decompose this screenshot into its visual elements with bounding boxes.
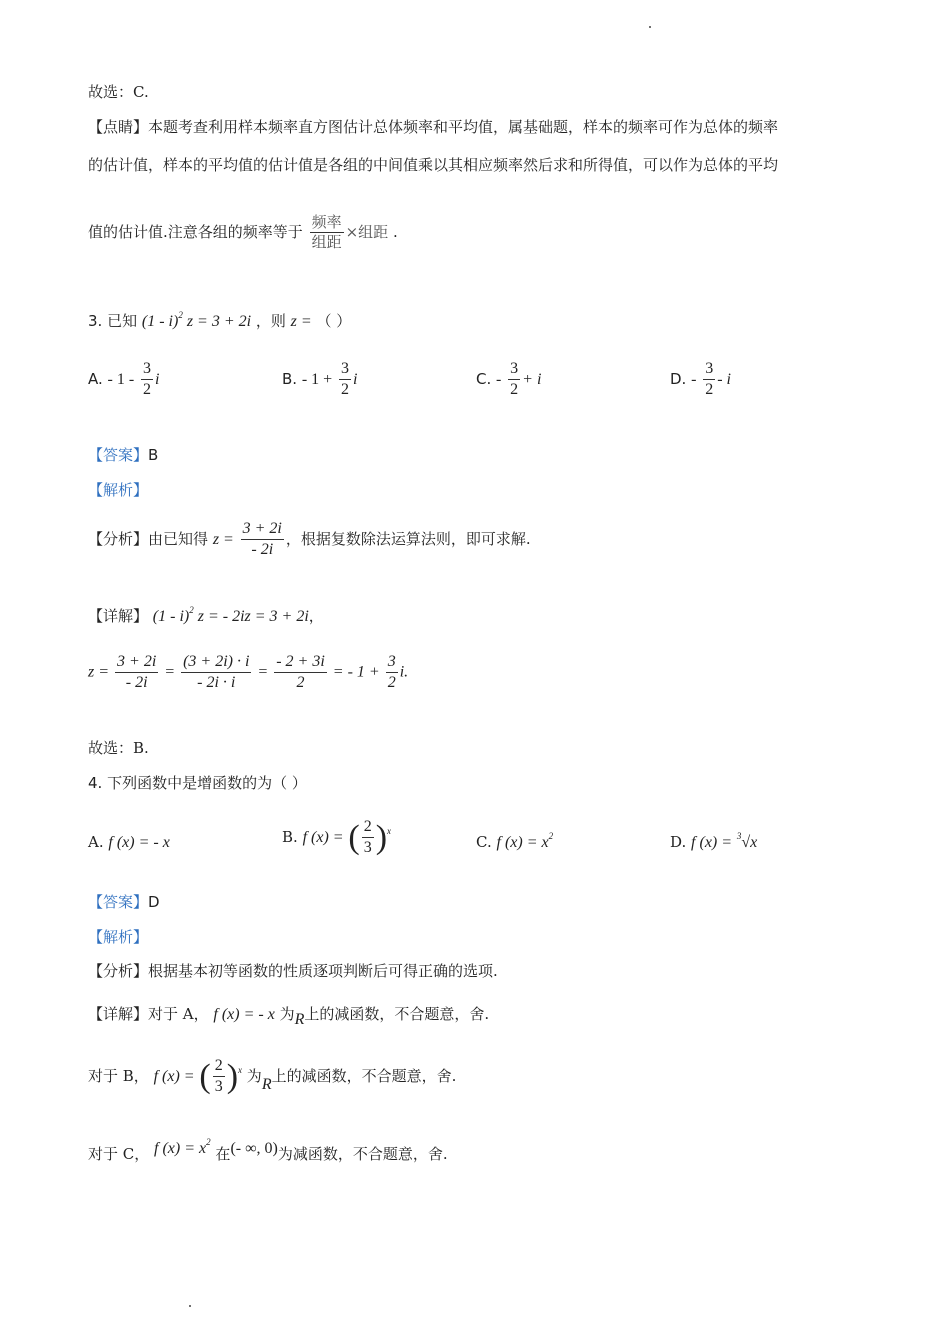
q4-stem: 4. 下列函数中是增函数的为（ ） — [88, 774, 307, 792]
radical-sign: √x — [741, 834, 758, 851]
prev-choice: 故选：C. — [88, 83, 149, 101]
frequency-per-interval-fraction: $\frac{\text{频率}}{\text{组距}}$ — [311, 213, 342, 252]
q3-answer: 【答案】B — [88, 446, 159, 464]
q4-answer: 【答案】D — [88, 893, 160, 911]
q3-equation: (1 - i)$^2$ z = 3 + 2i — [141, 310, 252, 330]
q4-detail-a: 【详解】对于 A， f (x) = - x 为R上的减函数，不合题意，舍. — [88, 1005, 490, 1028]
q3-option-b[interactable]: B. - 1 + $\frac{3}{2}$ i — [282, 360, 358, 399]
q3-stem: 3. 已知 (1 - i)$^2$ z = 3 + 2i ，则 z = （ ） — [88, 310, 352, 330]
q4-option-d[interactable]: D. f (x) = $^3$√x — [670, 831, 758, 851]
q3-analysis: 【分析】由已知得 z = $\frac{3 + 2i}{- 2i}$ ，根据复数除法运算法则，即可求解. — [88, 520, 531, 559]
q4-option-b[interactable]: B. f (x) = ( $\frac{2}{3}$ )$^x$ — [282, 818, 392, 857]
q3-computation: z = $\frac{3 + 2i}{- 2i}$ = $\frac{(3 + 2i) \cdot i}{- 2i \cdot i}$ = $\frac{- 2 + 3i}{2}$ = - 1 + $\frac{3}{2}$ i. — [88, 653, 409, 692]
cube-root-index: 3 — [736, 831, 742, 841]
q3-option-a[interactable]: A. - 1 - $\frac{3}{2}$ i — [88, 360, 160, 399]
page-mark-top — [649, 26, 651, 28]
q4-detail-c: 对于 C， f $(x) = x^2$ 在(- ∞, 0)为减函数，不合题意，舍. — [88, 1137, 448, 1163]
prev-comment-line1: 【点睛】本题考查利用样本频率直方图估计总体频率和平均值，属基础题，样本的频率可作为总体的频率 — [88, 118, 779, 136]
q4-analysis: 【分析】根据基本初等函数的性质逐项判断后可得正确的选项. — [88, 962, 498, 980]
q4-detail-b: 对于 B， f (x) = ( $\frac{2}{3}$ )$^x$ 为R上的减函数，不合题意，舍. — [88, 1057, 457, 1096]
q3-detail: 【详解】 (1 - i)$^2$ z = - 2iz = 3 + 2i， — [88, 605, 324, 625]
q4-option-c[interactable]: C. f $(x) = x^2$ — [476, 831, 554, 851]
prev-comment-line2: 的估计值，样本的平均值的估计值是各组的中间值乘以其相应频率然后求和所得值，可以作为总体的平均 — [88, 156, 779, 174]
q3-option-c[interactable]: C. - $\frac{3}{2}$ + i — [476, 360, 542, 399]
q3-analysis-tag: 【解析】 — [88, 481, 149, 499]
comment-tag: 【点睛】 — [88, 118, 149, 136]
q4-option-a[interactable]: A. f (x) = - x — [88, 833, 170, 851]
q3-option-d[interactable]: D. - $\frac{3}{2}$ - i — [670, 360, 731, 399]
page-mark-bottom — [189, 1305, 191, 1307]
q4-analysis-tag: 【解析】 — [88, 928, 149, 946]
q3-choice: 故选：B. — [88, 739, 149, 757]
prev-comment-line3: 值的估计值.注意各组的频率等于 $\frac{\text{频率}}{\text{组距}}$ ×组距 . — [88, 213, 398, 252]
